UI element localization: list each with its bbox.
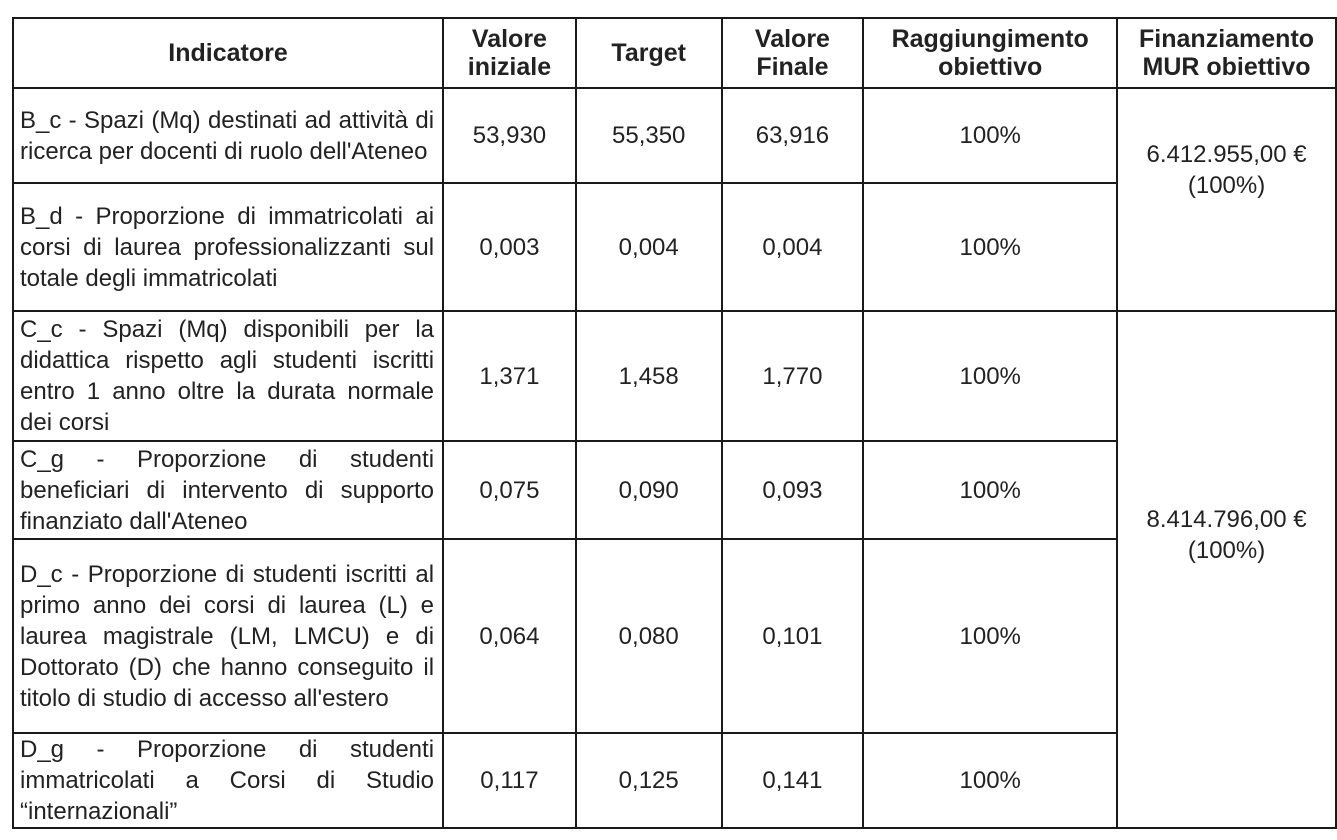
valore-iniziale-cell: 1,371: [443, 311, 576, 441]
header-row: [13, 18, 1336, 88]
finanziamento-cell: [1117, 88, 1336, 311]
indicator-cell: B_d - Proporzione di immatricolati ai corsi di laurea professionalizzanti sul totale degli immatricolati: [13, 183, 443, 311]
target-cell: 0,004: [576, 183, 722, 311]
raggiungimento-cell: 100%: [863, 733, 1117, 828]
table-row: [13, 311, 1336, 441]
valore-finale-cell: 0,141: [722, 733, 864, 828]
indicator-cell: D_g - Proporzione di studenti immatricolati a Corsi di Studio “internazionali”: [13, 733, 443, 828]
header-valore-finale: Valore Finale: [722, 18, 864, 88]
valore-iniziale-cell: 0,117: [443, 733, 576, 828]
raggiungimento-cell: 100%: [863, 88, 1117, 183]
header-finanziamento-mur: Finanziamento MUR obiettivo: [1117, 18, 1336, 88]
header-valore-iniziale: Valore iniziale: [443, 18, 576, 88]
valore-finale-cell: 0,004: [722, 183, 864, 311]
finanziamento-percent: (100%): [1187, 537, 1266, 564]
indicator-cell: B_c - Spazi (Mq) destinati ad attività di ricerca per docenti di ruolo dell'Ateneo: [13, 88, 443, 183]
valore-iniziale-cell: 0,075: [443, 441, 576, 539]
valore-finale-cell: 1,770: [722, 311, 864, 441]
target-cell: 1,458: [576, 311, 722, 441]
finanziamento-cell: [1117, 311, 1336, 828]
finanziamento-percent: (100%): [1187, 172, 1266, 199]
target-cell: 0,080: [576, 539, 722, 733]
valore-iniziale-cell: 0,064: [443, 539, 576, 733]
valore-finale-cell: 63,916: [722, 88, 864, 183]
raggiungimento-cell: 100%: [863, 539, 1117, 733]
header-target: Target: [576, 18, 722, 88]
valore-finale-cell: 0,101: [722, 539, 864, 733]
raggiungimento-cell: 100%: [863, 183, 1117, 311]
target-cell: 55,350: [576, 88, 722, 183]
finanziamento-amount: 8.414.796,00 €: [1146, 506, 1307, 533]
valore-iniziale-cell: 53,930: [443, 88, 576, 183]
table-row: [13, 88, 1336, 183]
header-indicatore: Indicatore: [13, 18, 443, 88]
header-raggiungimento-obiettivo: Raggiungimento obiettivo: [863, 18, 1117, 88]
raggiungimento-cell: 100%: [863, 311, 1117, 441]
indicator-cell: C_g - Proporzione di studenti beneficiari di intervento di supporto finanziato dall'Ateneo: [13, 441, 443, 539]
raggiungimento-cell: 100%: [863, 441, 1117, 539]
valore-finale-cell: 0,093: [722, 441, 864, 539]
target-cell: 0,125: [576, 733, 722, 828]
indicator-cell: D_c - Proporzione di studenti iscritti al primo anno dei corsi di laurea (L) e laurea magistrale (LM, LMCU) e di Dottorato (D) che hanno conseguito il titolo di studio di accesso all'estero: [13, 539, 443, 733]
target-cell: 0,090: [576, 441, 722, 539]
valore-iniziale-cell: 0,003: [443, 183, 576, 311]
finanziamento-amount: 6.412.955,00 €: [1146, 141, 1307, 168]
indicator-cell: C_c - Spazi (Mq) disponibili per la didattica rispetto agli studenti iscritti entro 1 anno oltre la durata normale dei corsi: [13, 311, 443, 441]
indicators-table: [12, 17, 1337, 829]
